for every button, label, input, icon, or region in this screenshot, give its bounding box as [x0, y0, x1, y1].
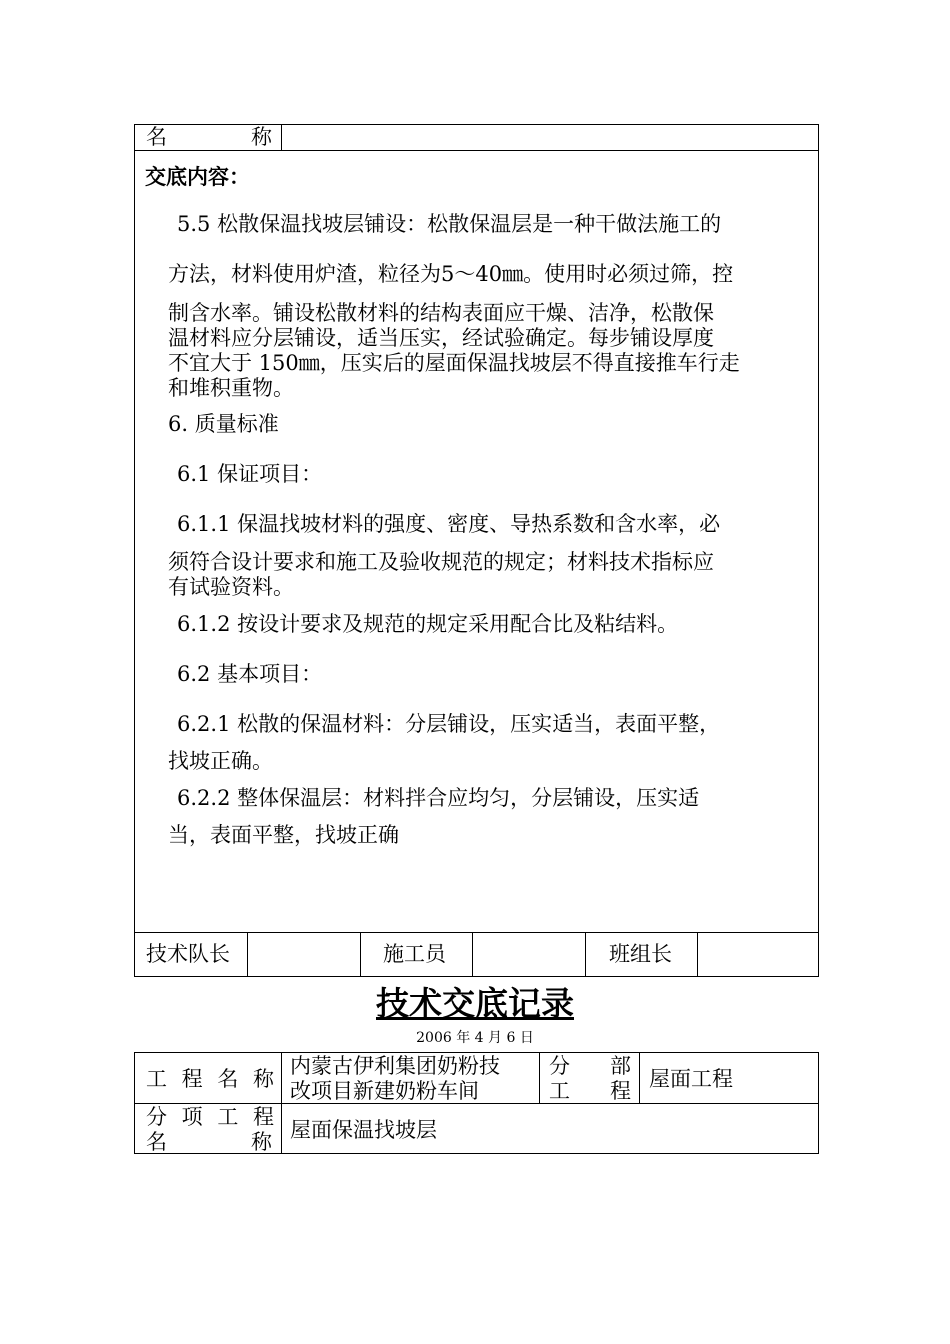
name-label-right: 称: [251, 125, 272, 149]
content-line: 5.5 松散保温找坡层铺设：松散保温层是一种干做法施工的: [177, 212, 722, 236]
signature-col-divider: [247, 932, 248, 977]
signature-col-divider: [472, 932, 473, 977]
project-name-value-line1: 内蒙古伊利集团奶粉技: [290, 1054, 500, 1078]
subpart-label-char: 分: [549, 1054, 570, 1078]
item-label-row2: [146, 1129, 272, 1155]
content-line: 不宜大于 150㎜，压实后的屋面保温找坡层不得直接推车行走: [168, 351, 740, 375]
content-line: 6.2 基本项目：: [177, 662, 323, 686]
name-row-divider: [134, 150, 819, 151]
record-col-divider: [539, 1052, 540, 1104]
subpart-label-char: 部: [610, 1054, 631, 1078]
name-label-left: 名: [146, 125, 167, 149]
team-leader-label: 班组长: [609, 942, 672, 966]
item-label-row1: 分 项 工 程: [146, 1105, 279, 1129]
content-line: 和堆积重物。: [168, 376, 294, 400]
content-heading: 交底内容：: [145, 165, 250, 189]
name-col-divider: [281, 124, 282, 151]
project-name-value-line2: 改项目新建奶粉车间: [290, 1079, 479, 1103]
constructor-label: 施工员: [383, 942, 446, 966]
subpart-label-row2: [549, 1078, 631, 1104]
content-line: 当，表面平整，找坡正确: [168, 823, 399, 847]
record-date: 2006 年 4 月 6 日: [416, 1030, 534, 1046]
content-line: 6.1.2 按设计要求及规范的规定采用配合比及粘结料。: [177, 612, 679, 636]
content-line: 须符合设计要求和施工及验收规范的规定；材料技术指标应: [168, 550, 714, 574]
subpart-label-row1: [549, 1053, 631, 1079]
subpart-label-char: 程: [610, 1079, 631, 1103]
record-col-divider: [281, 1052, 282, 1154]
content-line: 有试验资料。: [168, 575, 294, 599]
subpart-label-char: 工: [549, 1079, 570, 1103]
subpart-value: 屋面工程: [649, 1067, 733, 1091]
name-label: [146, 124, 272, 150]
content-line: 6.2.2 整体保温层：材料拌合应均匀，分层铺设，压实适: [177, 786, 700, 810]
content-line: 方法，材料使用炉渣，粒径为5～40㎜。使用时必须过筛，控: [168, 262, 734, 286]
signature-col-divider: [360, 932, 361, 977]
record-title: 技术交底记录: [376, 984, 574, 1023]
content-line: 6. 质量标准: [168, 412, 279, 436]
item-label-char: 称: [251, 1130, 272, 1154]
signature-col-divider: [697, 932, 698, 977]
item-label-char: 名: [146, 1130, 167, 1154]
project-name-label: 工 程 名 称: [146, 1067, 279, 1091]
item-value: 屋面保温找坡层: [290, 1118, 437, 1142]
content-line: 6.2.1 松散的保温材料：分层铺设，压实适当，表面平整，: [177, 712, 721, 736]
signature-col-divider: [585, 932, 586, 977]
content-line: 6.1.1 保温找坡材料的强度、密度、导热系数和含水率，必: [177, 512, 721, 536]
content-line: 温材料应分层铺设，适当压实，经试验确定。每步铺设厚度: [168, 326, 714, 350]
signature-row-divider: [134, 932, 819, 933]
content-line: 制含水率。铺设松散材料的结构表面应干燥、洁净，松散保: [168, 301, 714, 325]
content-line: 6.1 保证项目：: [177, 462, 323, 486]
content-line: 找坡正确。: [168, 749, 273, 773]
record-col-divider: [639, 1052, 640, 1104]
tech-leader-label: 技术队长: [146, 942, 230, 966]
